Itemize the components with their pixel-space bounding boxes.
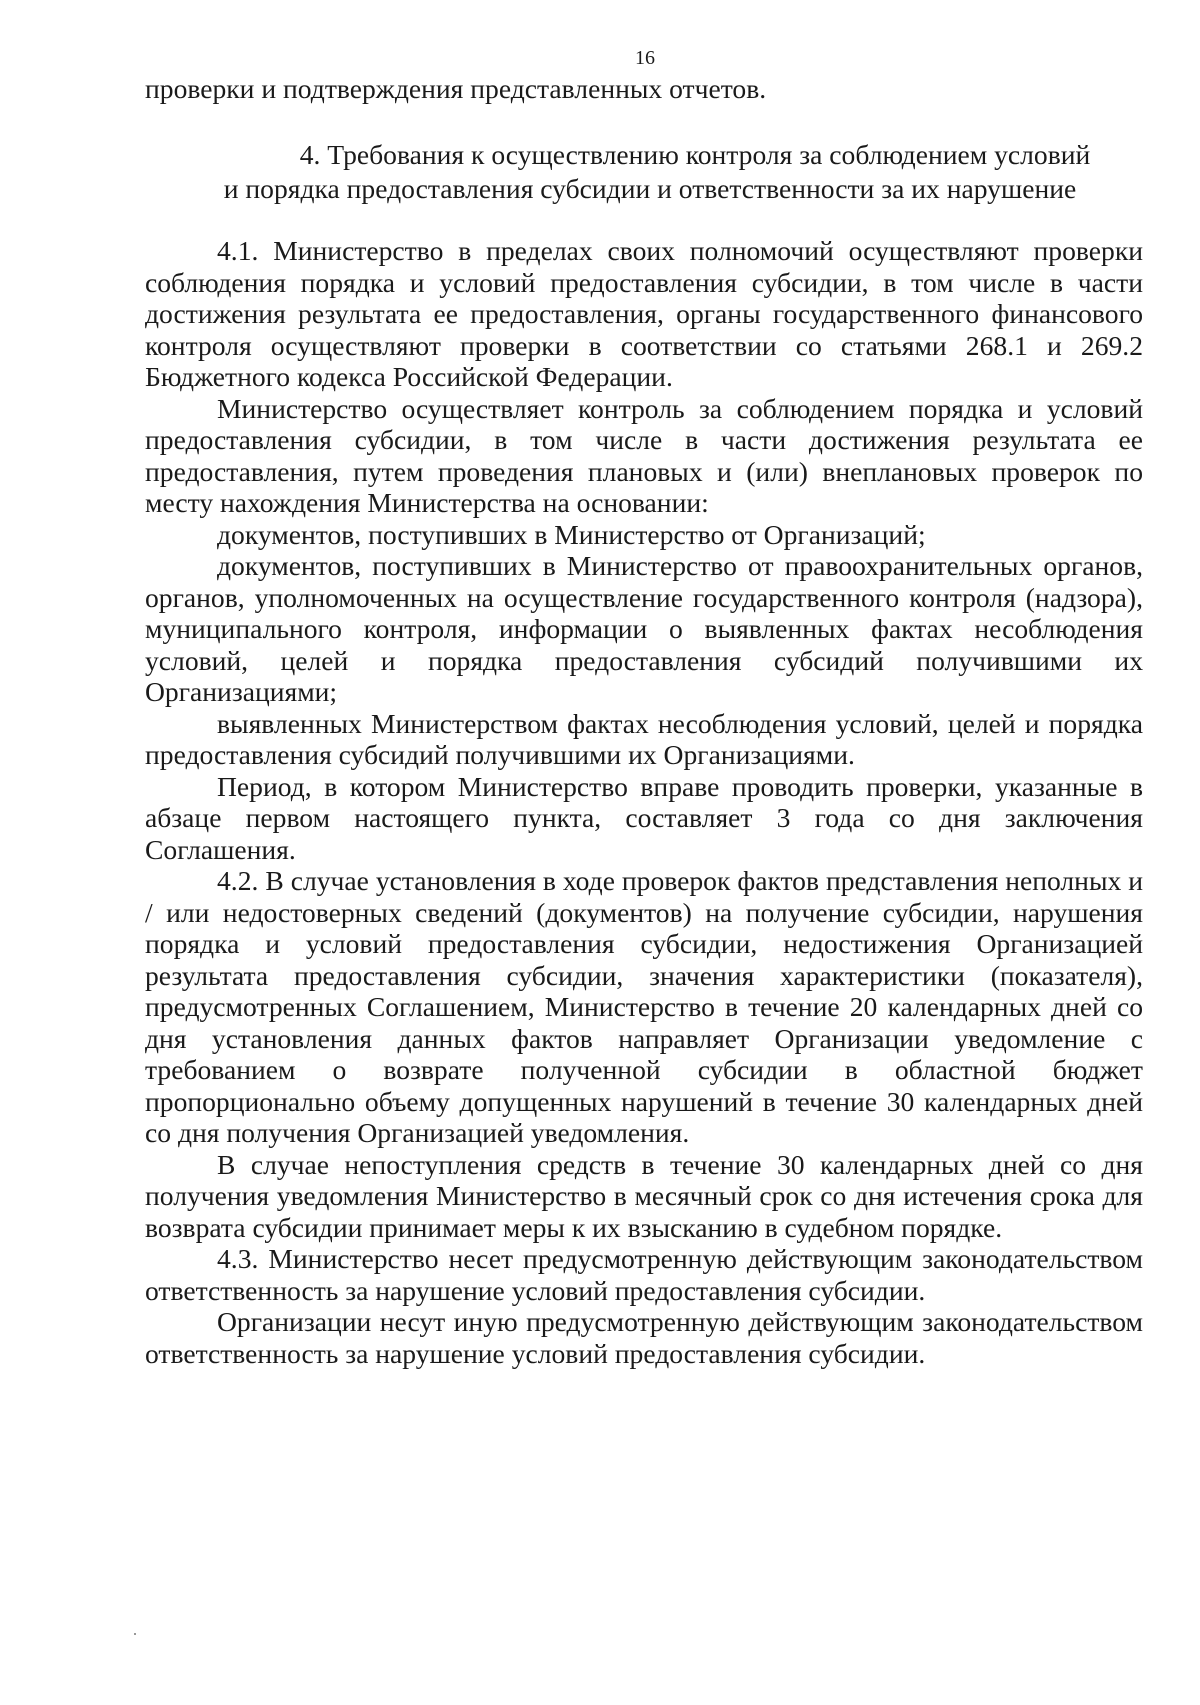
continuation-text: проверки и подтверждения представленных отчетов.	[145, 73, 767, 104]
page-number: 16	[635, 47, 655, 69]
paragraph-recovery: В случае непоступления средств в течение 30 календарных дней со дня получения уведомления Министерство в месячный срок со дня истечения срока для возврата субсидии принимает меры к их взысканию в судебном порядке.	[145, 1148, 1143, 1243]
paragraph-4-3: 4.3. Министерство несет предусмотренную действующим законодательством ответственность за нарушение условий предоставления субсидии.	[145, 1243, 1143, 1306]
paragraph-control: Министерство осуществляет контроль за соблюдением порядка и условий предоставления субсидии, в том числе в части достижения результата ее предоставления, путем проведения плановых и (или) внеплановых проверок по месту нахождения Министерства на основании:	[145, 392, 1143, 518]
paragraph-basis-documents-organizations: документов, поступивших в Министерство от Организаций;	[217, 518, 926, 550]
paragraph-basis-documents-authorities: документов, поступивших в Министерство от правоохранительных органов, органов, уполномоченных на осуществление государственного контроля (надзора), муниципального контроля, информации о выявленных фактах несоблюдения условий, целей и порядка предоставления субсидий получившими их Организациями;	[145, 550, 1143, 707]
section-heading-line-2: и порядка предоставления субсидии и ответственности за их нарушение	[223, 173, 1077, 204]
paragraph-organization-responsibility: Организации несут иную предусмотренную действующим законодательством ответственность за нарушение условий предоставления субсидии.	[145, 1306, 1143, 1369]
paragraph-4-2: 4.2. В случае установления в ходе проверок фактов представления неполных и / или недостоверных сведений (документов) на получение субсидии, нарушения порядка и условий предоставления субсидии, недостижения Организацией результата предоставления субсидии, значения характеристики (показателя), предусмотренных Соглашением, Министерство в течение 20 календарных дней со дня установления данных фактов направляет Организации уведомление с требованием о возврате полученной субсидии в областной бюджет пропорционально объему допущенных нарушений в течение 30 календарных дней со дня получения Организацией уведомления.	[145, 865, 1143, 1148]
paragraph-inspection-period: Период, в котором Министерство вправе проводить проверки, указанные в абзаце первом настоящего пункта, составляет 3 года со дня заключения Соглашения.	[145, 770, 1143, 865]
paragraph-4-1: 4.1. Министерство в пределах своих полномочий осуществляют проверки соблюдения порядка и условий предоставления субсидии, в том числе в части достижения результата ее предоставления, органы государственного финансового контроля осуществляют проверки в соответствии со статьями 268.1 и 269.2 Бюджетного кодекса Российской Федерации.	[145, 235, 1143, 392]
section-body	[145, 235, 1143, 1369]
paragraph-basis-ministry-findings: выявленных Министерством фактах несоблюдения условий, целей и порядка предоставления субсидий получившими их Организациями.	[145, 707, 1143, 770]
scan-artifact	[134, 1633, 136, 1635]
section-heading	[145, 138, 1155, 206]
section-heading-line-1: 4. Требования к осуществлению контроля за соблюдением условий	[299, 139, 1091, 170]
